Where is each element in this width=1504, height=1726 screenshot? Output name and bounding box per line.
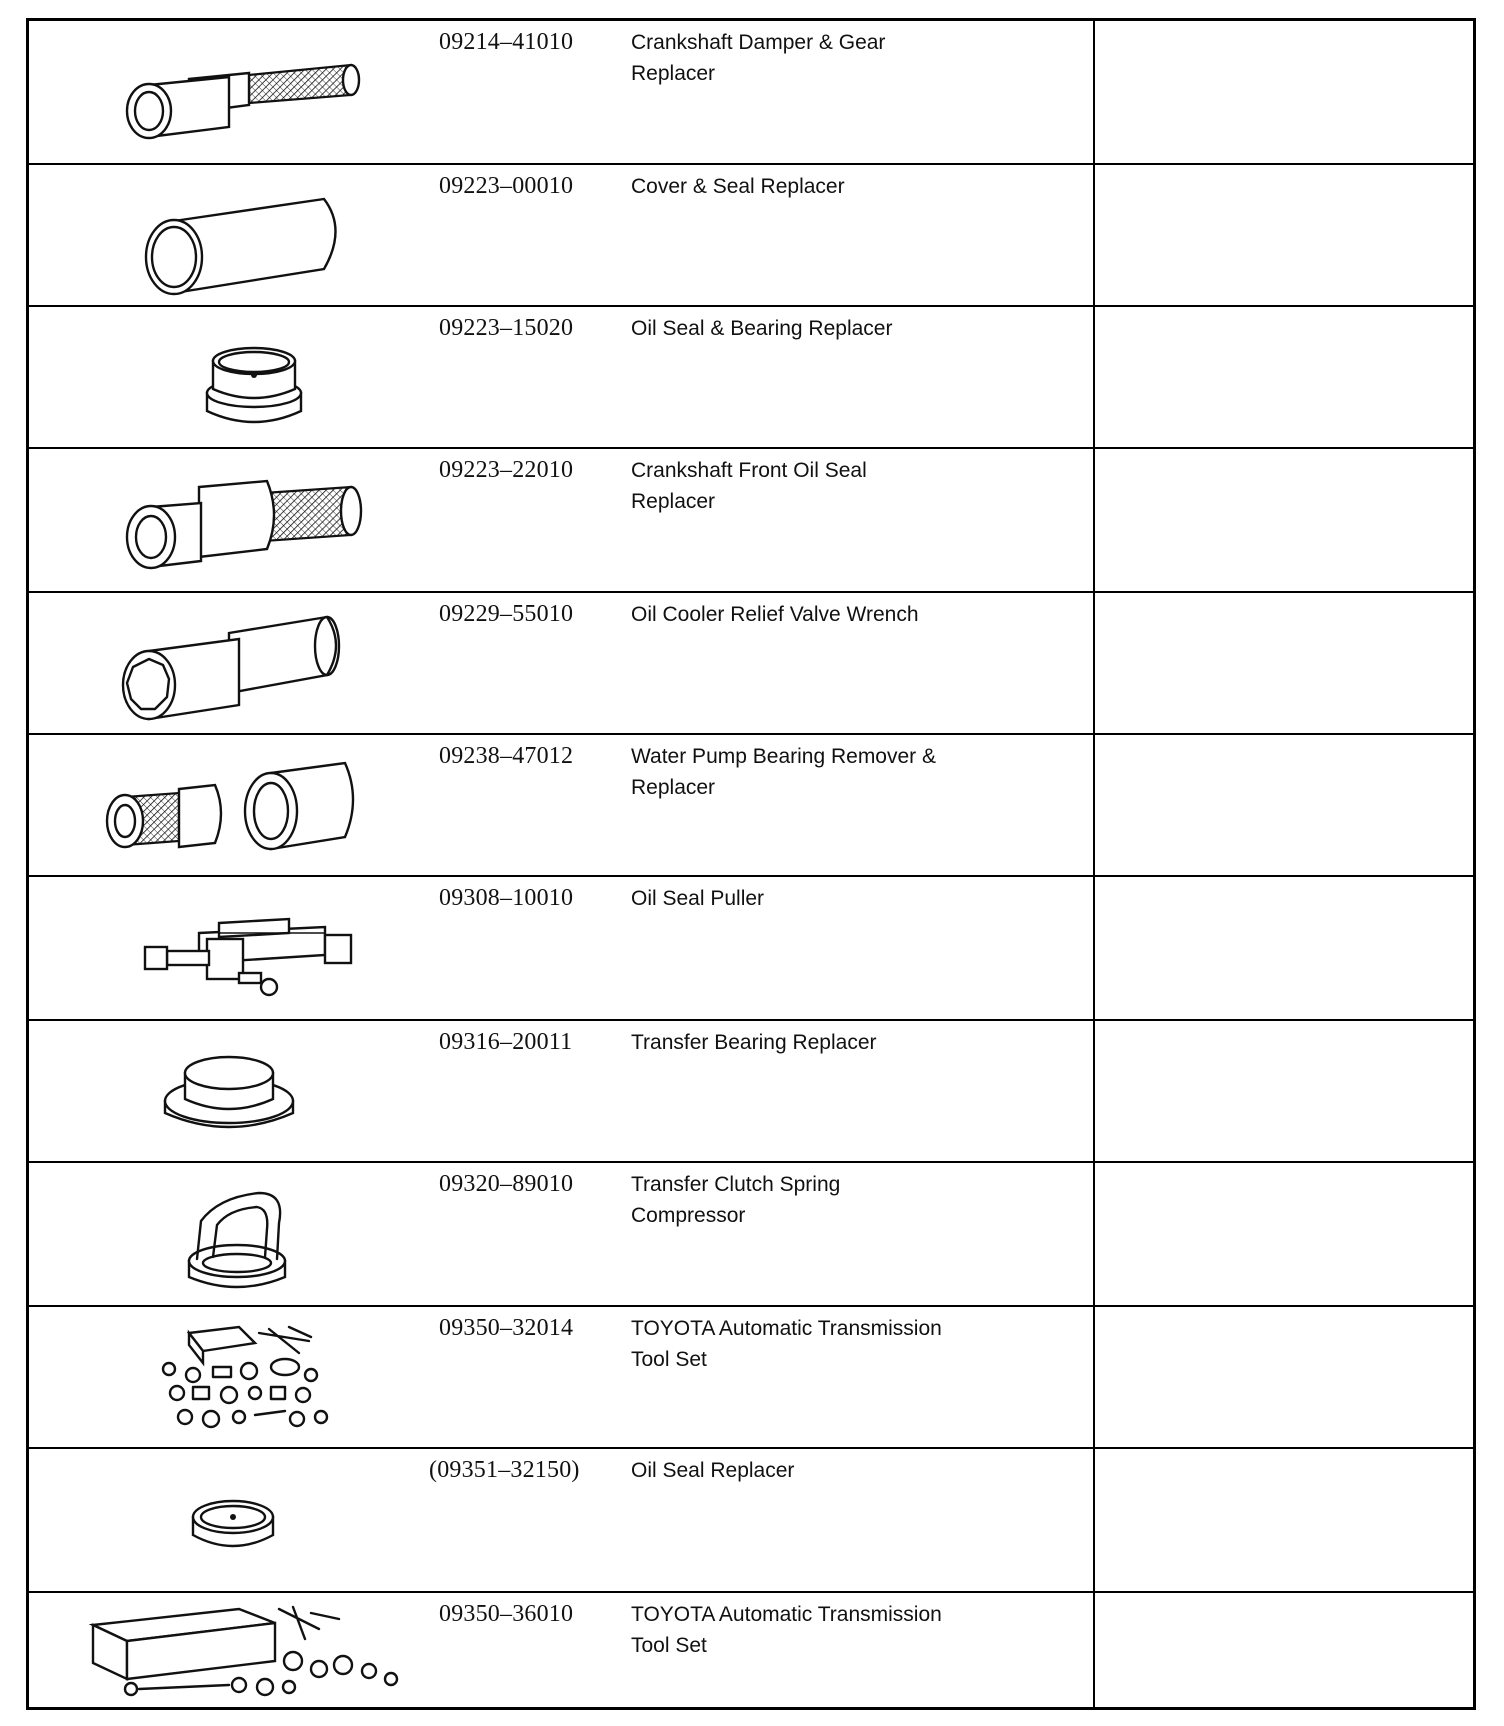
cover-seal-replacer-icon: [89, 181, 389, 291]
column-divider: [1093, 1593, 1095, 1707]
tool-name: Oil Seal Puller: [631, 887, 765, 910]
table-row: [29, 593, 1473, 735]
table-row: [29, 21, 1473, 165]
table-row: [29, 877, 1473, 1021]
oil-seal-replacer-icon: [89, 1465, 389, 1575]
table-row: [29, 1593, 1473, 1707]
column-divider: [1093, 449, 1095, 591]
column-divider: [1093, 735, 1095, 875]
column-divider: [1093, 1163, 1095, 1305]
column-divider: [1093, 877, 1095, 1019]
tool-name: TOYOTA Automatic Transmission Tool Set: [631, 1603, 942, 1657]
tool-name: Oil Seal Replacer: [631, 1459, 795, 1482]
tool-name: TOYOTA Automatic Transmission Tool Set: [631, 1317, 942, 1371]
tool-name: Water Pump Bearing Remover & Replacer: [631, 745, 937, 799]
part-number: 09308–10010: [439, 885, 574, 911]
tool-name: Crankshaft Damper & Gear Replacer: [631, 31, 886, 85]
table-row: [29, 165, 1473, 307]
relief-valve-wrench-icon: [89, 609, 389, 719]
column-divider: [1093, 21, 1095, 163]
transmission-tool-set-case-icon: [79, 1599, 409, 1699]
tool-name: Oil Cooler Relief Valve Wrench: [631, 603, 919, 626]
oil-seal-bearing-replacer-icon: [89, 323, 389, 433]
part-number: (09351–32150): [429, 1457, 580, 1483]
table-row: [29, 307, 1473, 449]
table-row: [29, 1307, 1473, 1449]
special-tools-table: [26, 18, 1476, 1710]
tool-name: Crankshaft Front Oil Seal Replacer: [631, 459, 867, 513]
column-divider: [1093, 307, 1095, 447]
table-row: [29, 735, 1473, 877]
table-row: [29, 1449, 1473, 1593]
part-number: 09316–20011: [439, 1029, 573, 1055]
part-number: 09223–15020: [439, 315, 574, 341]
tool-name: Transfer Clutch Spring Compressor: [631, 1173, 841, 1227]
tool-name: Transfer Bearing Replacer: [631, 1031, 877, 1054]
table-row: [29, 449, 1473, 593]
table-row: [29, 1021, 1473, 1163]
transmission-tool-set-icon: [89, 1323, 389, 1433]
water-pump-bearing-tool-icon: [55, 751, 395, 861]
part-number: 09223–22010: [439, 457, 574, 483]
part-number: 09238–47012: [439, 743, 574, 769]
oil-seal-puller-icon: [89, 893, 389, 1003]
clutch-spring-compressor-icon: [89, 1179, 389, 1289]
tool-name: Oil Seal & Bearing Replacer: [631, 317, 893, 340]
part-number: 09320–89010: [439, 1171, 574, 1197]
crankshaft-front-oil-seal-replacer-icon: [89, 465, 389, 575]
part-number: 09223–00010: [439, 173, 574, 199]
part-number: 09350–32014: [439, 1315, 574, 1341]
column-divider: [1093, 1021, 1095, 1161]
crankshaft-damper-gear-replacer-icon: [89, 37, 389, 147]
tool-name: Cover & Seal Replacer: [631, 175, 845, 198]
table-row: [29, 1163, 1473, 1307]
transfer-bearing-replacer-icon: [89, 1037, 389, 1147]
part-number: 09350–36010: [439, 1601, 574, 1627]
part-number: 09214–41010: [439, 29, 574, 55]
column-divider: [1093, 1449, 1095, 1591]
column-divider: [1093, 593, 1095, 733]
column-divider: [1093, 165, 1095, 305]
column-divider: [1093, 1307, 1095, 1447]
part-number: 09229–55010: [439, 601, 574, 627]
